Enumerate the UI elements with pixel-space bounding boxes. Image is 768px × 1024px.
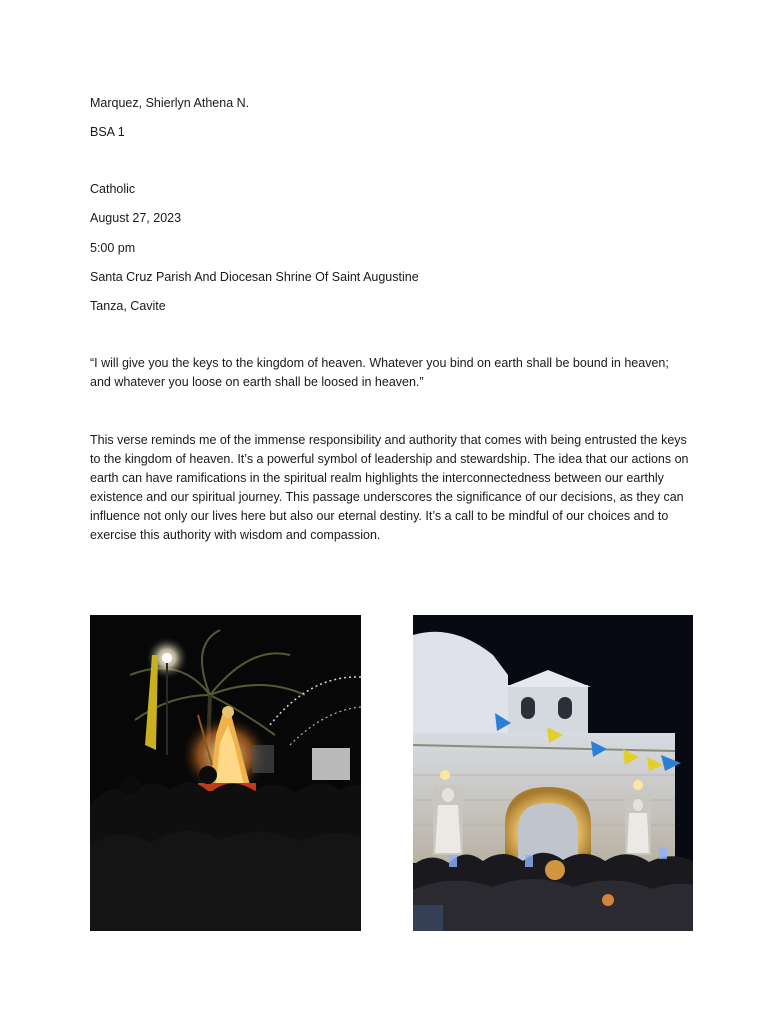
- church-facade-photo: [413, 615, 693, 931]
- author-name: Marquez, Shierlyn Athena N.: [90, 96, 250, 110]
- reflection-paragraph: This verse reminds me of the immense responsibility and authority that comes with being entrusted the keys to the kingdom of heaven. It’s a powerful symbol of leadership and stewardship. The idea that our actions on earth can have ramifications in the spiritual realm highlights the interconnectedness between our earthly existence and our spiritual journey. This passage underscores the significance of our decisions, as they can influence not only our lives here but also our eternal destiny. It’s a call to be mindful of our choices and to exercise this authority with wisdom and compassion.: [90, 433, 689, 542]
- visit-date: August 27, 2023: [90, 211, 182, 225]
- religion: Catholic: [90, 182, 136, 196]
- visit-time: 5:00 pm: [90, 241, 136, 255]
- bible-verse: “I will give you the keys to the kingdom of heaven. Whatever you bind on earth shall be bound in heaven; and whatever you loose on earth shall be loosed in heaven.”: [90, 356, 669, 389]
- course-section: BSA 1: [90, 125, 125, 139]
- venue-location: Tanza, Cavite: [90, 299, 166, 313]
- procession-photo: [90, 615, 361, 931]
- venue-name: Santa Cruz Parish And Diocesan Shrine Of Saint Augustine: [90, 270, 419, 284]
